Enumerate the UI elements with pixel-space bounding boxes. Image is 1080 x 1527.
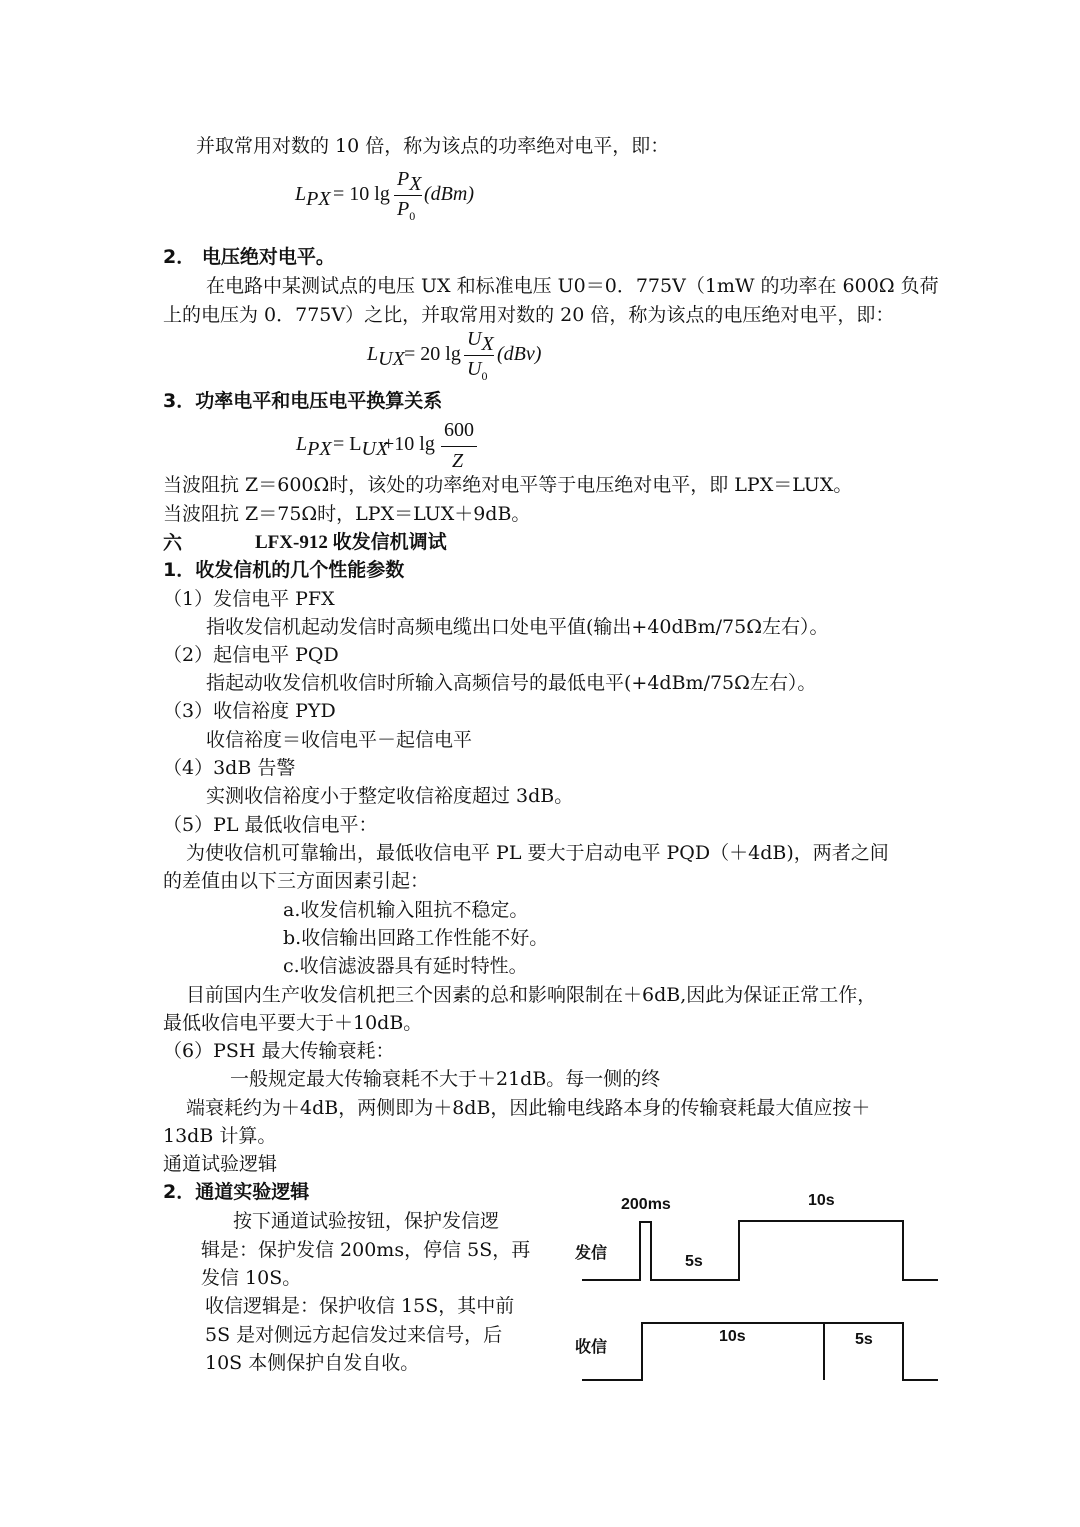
list-item: 指收发信机起动发信时高频电缆出口处电平值(输出+40dBm/75Ω左右）。 — [206, 616, 829, 638]
channel-title: 通道试验逻辑 — [163, 1153, 278, 1175]
list-item: （1）发信电平 PFX — [163, 588, 335, 610]
send-pulse1-label: 200ms — [621, 1196, 671, 1213]
paragraph-line: 在电路中某测试点的电压 UX 和标准电压 U0＝0．775V（1mW 的功率在 600Ω 负荷 — [206, 275, 939, 297]
section-heading: 1．收发信机的几个性能参数 — [163, 559, 405, 581]
intro-text: 并取常用对数的 10 倍，称为该点的功率绝对电平，即： — [196, 135, 670, 157]
list-item: （6）PSH 最大传输衰耗： — [163, 1040, 395, 1062]
list-item: 指起动收发信机收信时所输入高频信号的最低电平(+4dBm/75Ω左右）。 — [206, 672, 817, 694]
section-heading: 2． 电压绝对电平。 — [163, 246, 335, 268]
recv-waveform — [582, 1323, 938, 1380]
recv-label: 收信 — [575, 1339, 608, 1356]
paragraph-line: 目前国内生产收发信机把三个因素的总和影响限制在＋6dB,因此为保证正常工作， — [186, 984, 877, 1006]
send-pulse2-label: 10s — [808, 1192, 835, 1209]
paragraph-line: 一般规定最大传输衰耗不大于＋21dB。每一侧的终 — [230, 1068, 661, 1090]
paragraph-line: 端衰耗约为＋4dB，两侧即为＋8dB，因此输电线路本身的传输衰耗最大值应按＋ — [186, 1097, 871, 1119]
list-item: 实测收信裕度小于整定收信裕度超过 3dB。 — [206, 785, 574, 807]
send-gap-label: 5s — [685, 1253, 703, 1270]
paragraph-line: 为使收信机可靠输出，最低收信电平 PL 要大于启动电平 PQD（＋4dB)，两者之间 — [186, 842, 889, 864]
section-heading: 2．通道实验逻辑 — [163, 1181, 310, 1203]
paragraph-line: 的差值由以下三方面因素引起： — [163, 870, 430, 892]
list-item: （2）起信电平 PQD — [163, 644, 339, 666]
recv-seg2-label: 5s — [855, 1331, 873, 1348]
factor-item: c.收信滤波器具有延时特性。 — [283, 955, 528, 977]
paragraph-line: 当波阻抗 Z＝600Ω时，该处的功率绝对电平等于电压绝对电平，即 LPX＝LUX。 — [163, 474, 853, 496]
list-item: （5）PL 最低收信电平： — [163, 814, 378, 836]
send-label: 发信 — [575, 1245, 608, 1262]
factor-item: b.收信输出回路工作性能不好。 — [283, 927, 549, 949]
list-item: 收信裕度＝收信电平－起信电平 — [206, 729, 473, 751]
list-item: （3）收信裕度 PYD — [163, 700, 336, 722]
section-heading: 3．功率电平和电压电平换算关系 — [163, 390, 443, 412]
paragraph-line: 13dB 计算。 — [163, 1125, 277, 1147]
factor-item: a.收发信机输入阻抗不稳定。 — [283, 899, 529, 921]
recv-seg1-label: 10s — [719, 1328, 746, 1345]
send-waveform — [582, 1221, 938, 1280]
paragraph-line: 上的电压为 0．775V）之比，并取常用对数的 20 倍，称为该点的电压绝对电平，即： — [163, 304, 895, 326]
paragraph-line: 最低收信电平要大于＋10dB。 — [163, 1012, 423, 1034]
list-item: （4）3dB 告警 — [163, 757, 296, 779]
paragraph-line: 当波阻抗 Z＝75Ω时，LPX＝LUX＋9dB。 — [163, 503, 531, 525]
